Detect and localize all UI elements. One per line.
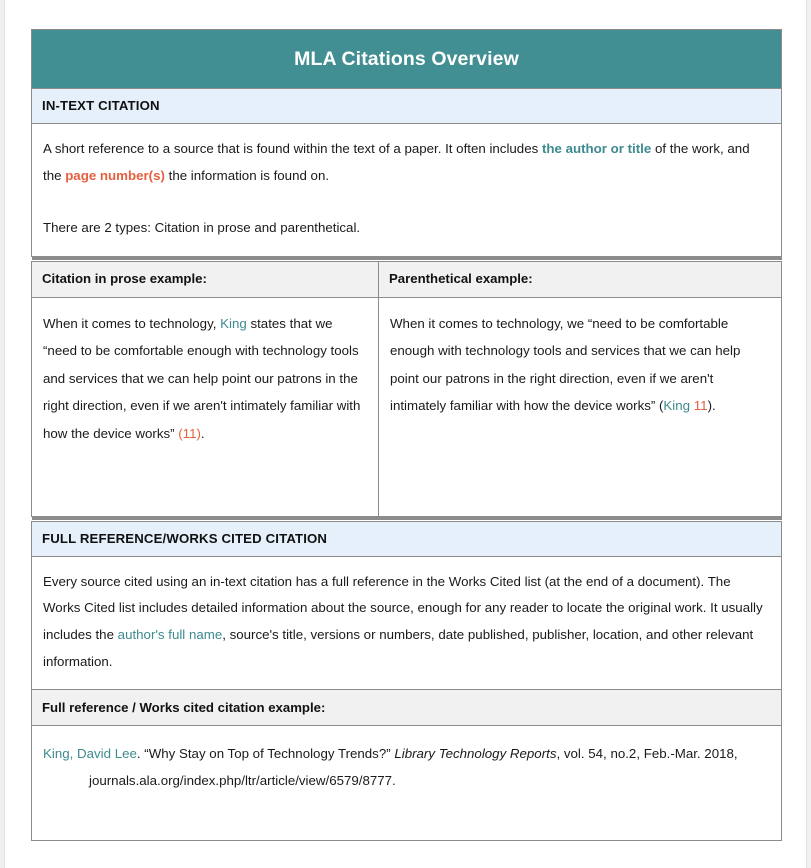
prose-example-cell (32, 297, 379, 516)
section-heading-in-text: IN-TEXT CITATION (42, 98, 160, 113)
citation-article-title: . “Why Stay on Top of Technology Trends?” (136, 746, 395, 762)
full-reference-paragraph (43, 569, 770, 675)
highlight-authors-full-name: author's full name (117, 626, 223, 642)
full-ref-segment-b: , source's title, versions or numbers, date published, publisher, location, and other relevant information. (43, 626, 754, 669)
citation-publication-details: , vol. 54, no.2, Feb.-Mar. 2018, journals.ala.org/index.php/ltr/article/view/6579/8777. (89, 746, 738, 789)
section-divider-rule (32, 257, 782, 260)
title-banner (32, 30, 782, 89)
full-reference-example-header-row (32, 690, 782, 726)
in-text-paragraph-2: There are 2 types: Citation in prose and parenthetical. (43, 220, 361, 236)
parenthetical-example-cell (379, 297, 782, 516)
full-reference-citation-row (32, 726, 782, 841)
in-text-heading-row (32, 89, 782, 124)
in-text-p1-segment-c: the information is found on. (164, 167, 330, 183)
works-cited-entry (43, 740, 770, 795)
full-ref-segment-a: Every source cited using an in-text citation has a full reference in the Works Cited list (at the end of a document). The Works Cited list includes detailed information about the source, enough for any reader to locate the original work. It usually includes the (43, 573, 763, 642)
parenthetical-example-text (390, 310, 770, 420)
full-reference-example-header: Full reference / Works cited citation example: (42, 699, 326, 715)
page-right-rule (806, 0, 807, 868)
example-bodies-row (32, 297, 782, 516)
example-headers-row (32, 261, 782, 297)
title-row (32, 30, 782, 89)
section-band-full-reference (32, 521, 782, 556)
paren-segment-c: ). (707, 398, 716, 414)
paren-segment-a: When it comes to technology, we “need to be comfortable enough with technology tools and services that we can help point our patrons in the right direction, even if we aren't intimately familiar with how the device works” ( (390, 315, 741, 414)
prose-example-text (43, 310, 367, 448)
in-text-description-cell (32, 124, 782, 257)
highlight-author-or-title: the author or title (541, 141, 652, 156)
page-left-rule (4, 0, 5, 868)
page-title: MLA Citations Overview (294, 47, 519, 70)
citation-source-title: Library Technology Reports (394, 746, 557, 762)
prose-page-number: (11) (178, 425, 201, 441)
prose-segment-b: states that we “need to be comfortable enough with technology tools and services that we can help point our patrons in the right direction, even if we aren't intimately familiar with how the device works” (43, 315, 361, 441)
citation-author-name: King, David Lee (43, 746, 137, 762)
in-text-p1-segment-b: of the work, and the (43, 141, 750, 183)
section-divider-rule-2 (32, 517, 782, 520)
page-right-margin (807, 0, 811, 868)
prose-author-name: King (220, 315, 247, 331)
highlight-page-numbers: page number(s) (65, 167, 165, 183)
in-text-body-row (32, 124, 782, 257)
prose-example-header: Citation in prose example: (42, 271, 207, 287)
parenthetical-example-header-cell (379, 261, 782, 297)
prose-example-header-cell (32, 261, 379, 297)
prose-segment-a: When it comes to technology, (43, 315, 221, 331)
in-text-p1-segment-a: A short reference to a source that is found within the text of a paper. It often includes (43, 141, 542, 156)
full-reference-description-cell (32, 556, 782, 689)
section-band-in-text (32, 89, 782, 124)
mla-citations-table (31, 29, 782, 841)
full-reference-citation-cell (32, 726, 782, 841)
full-reference-heading-row (32, 521, 782, 556)
parenthetical-example-header: Parenthetical example: (389, 271, 533, 287)
full-reference-body-row (32, 556, 782, 689)
full-reference-example-header-cell (32, 690, 782, 726)
in-text-paragraph-1 (43, 136, 770, 189)
paren-author-name: King (663, 398, 691, 414)
section-heading-full-reference: FULL REFERENCE/WORKS CITED CITATION (42, 530, 328, 546)
paren-page-number: 11 (693, 398, 708, 414)
prose-segment-c: . (200, 425, 205, 441)
